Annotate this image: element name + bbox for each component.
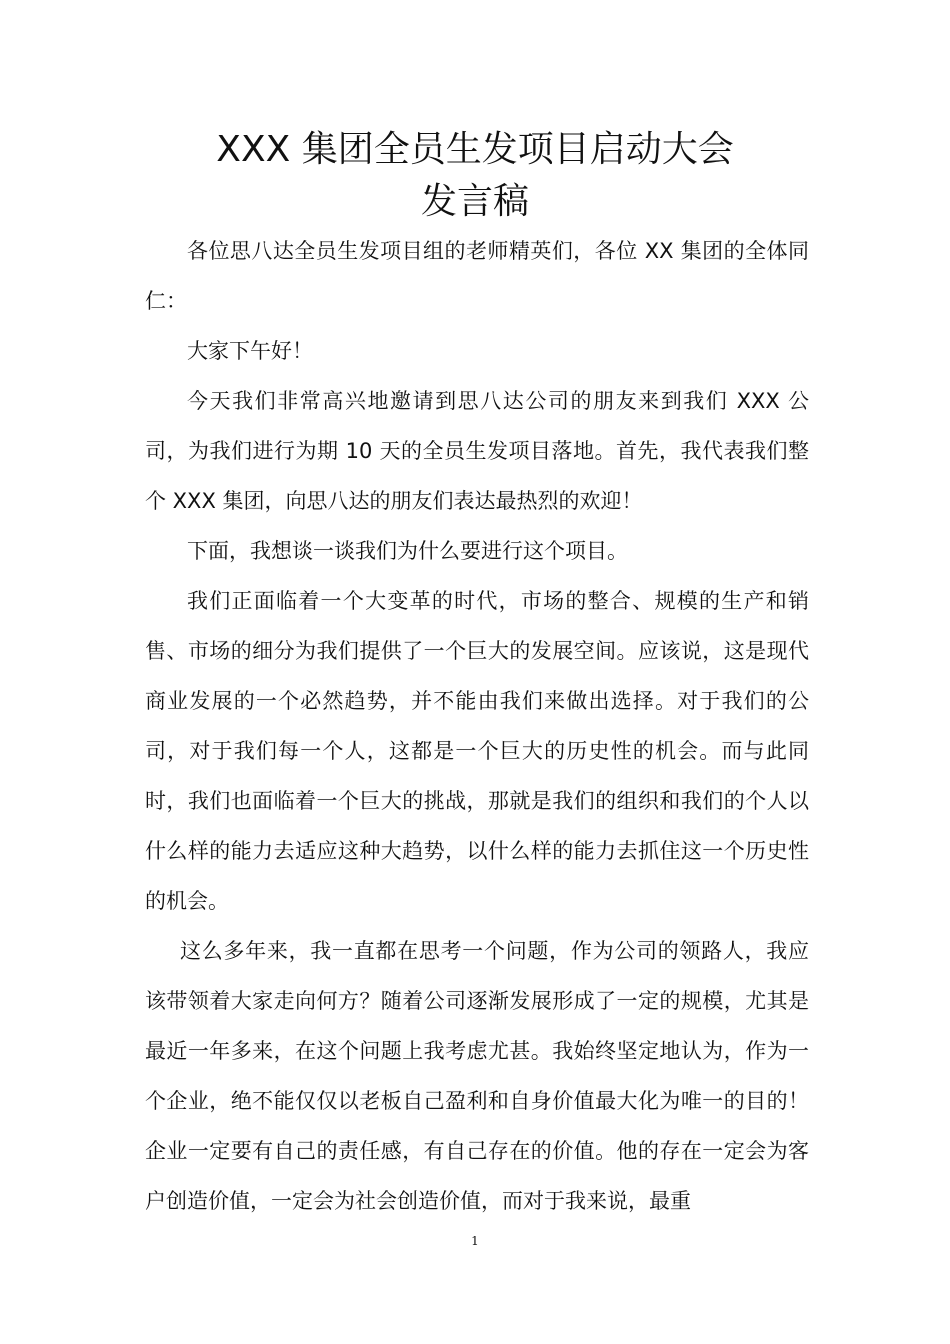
paragraph-era: 我们正面临着一个大变革的时代，市场的整合、规模的生产和销售、市场的细分为我们提供了一个巨大的发展空间。应该说，这是现代商业发展的一个必然趋势，并不能由我们来做出选择。对于我们的公司，对于我们每一个人，这都是一个巨大的历史性的机会。而与此同时，我们也面临着一个巨大的挑战，那就是我们的组织和我们的个人以什么样的能力去适应这种大趋势，以什么样的能力去抓住这一个历史性的机会。 — [145, 589, 809, 913]
document-title-line1: XXX 集团全员生发项目启动大会 — [216, 129, 734, 170]
paragraph-salutation: 各位思八达全员生发项目组的老师精英们，各位 XX 集团的全体同仁： — [145, 239, 809, 313]
paragraph-intro: 下面，我想谈一谈我们为什么要进行这个项目。 — [187, 539, 628, 563]
document-title-line2: 发言稿 — [420, 181, 529, 222]
paragraph-reflection: 这么多年来，我一直都在思考一个问题，作为公司的领路人，我应该带领着大家走向何方？随着公司逐渐发展形成了一定的规模，尤其是最近一年多来，在这个问题上我考虑尤甚。我始终坚定地认为，作为一个企业，绝不能仅仅以老板自己盈利和自身价值最大化为唯一的目的！企业一定要有自己的责任感，有自己存在的价值。他的存在一定会为客户创造价值，一定会为社会创造价值，而对于我来说，最重 — [145, 939, 809, 1213]
page-number: 1 — [471, 1234, 479, 1248]
paragraph-welcome: 今天我们非常高兴地邀请到思八达公司的朋友来到我们 XXX 公司，为我们进行为期 10 天的全员生发项目落地。首先，我代表我们整个 XXX 集团，向思八达的朋友们表达最热烈的欢迎！ — [145, 389, 809, 513]
paragraph-greeting: 大家下午好！ — [187, 339, 313, 363]
document-body — [145, 226, 809, 1226]
